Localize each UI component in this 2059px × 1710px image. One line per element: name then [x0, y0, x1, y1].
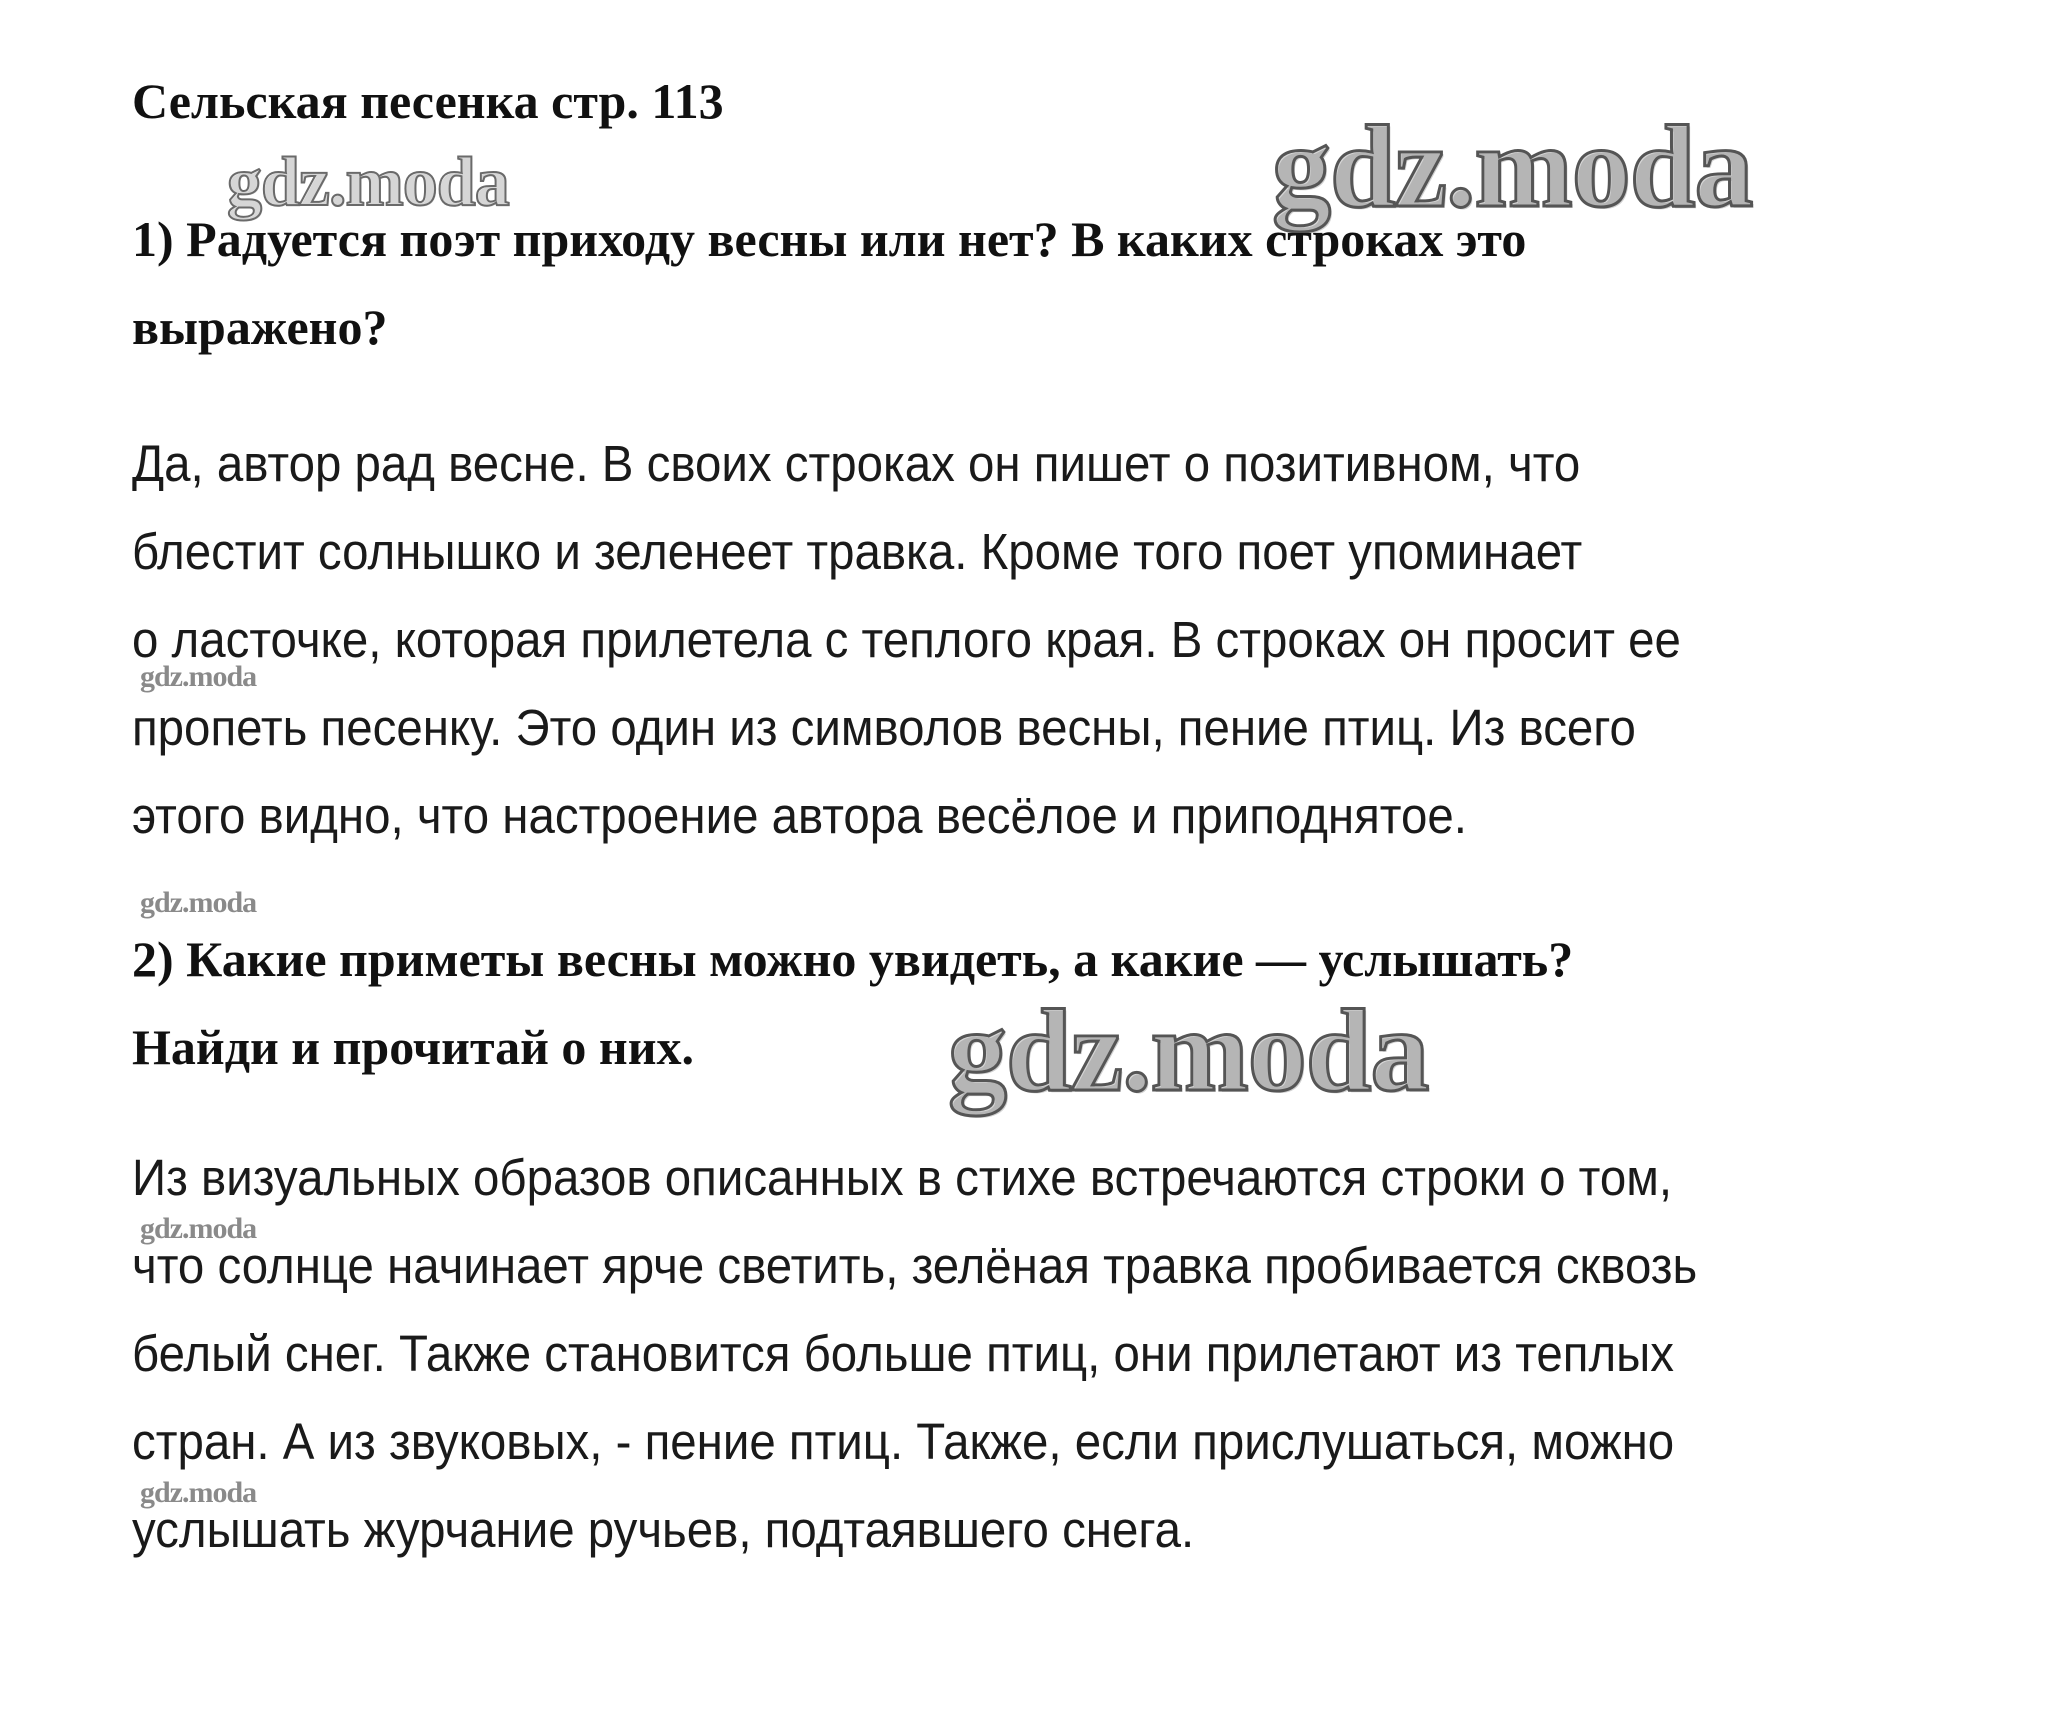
question-2-line-2: Найди и прочитай о них. — [132, 1019, 695, 1075]
answer-1-line-2: блестит солнышко и зеленеет травка. Кроме того поет упоминает — [132, 523, 1583, 580]
answer-2-line-3: белый снег. Также становится больше птиц, они прилетают из теплых — [132, 1325, 1674, 1382]
watermark-small-2: gdz.moda — [140, 886, 257, 919]
page-title: Сельская песенка стр. 113 — [132, 73, 724, 129]
watermark-large-middle: gdz.moda — [948, 985, 1429, 1116]
watermark-medium-top: gdz.moda — [227, 144, 509, 221]
answer-2-line-1: Из визуальных образов описанных в стихе встречаются строки о том, — [132, 1149, 1673, 1206]
watermark-small-1: gdz.moda — [140, 660, 257, 693]
watermark-small-4: gdz.moda — [140, 1476, 257, 1509]
answer-2-line-5: услышать журчание ручьев, подтаявшего снега. — [132, 1501, 1195, 1558]
answer-1-line-1: Да, автор рад весне. В своих строках он пишет о позитивном, что — [132, 435, 1581, 492]
watermark-small-3: gdz.moda — [140, 1212, 257, 1245]
question-1-line-1: 1) Радуется поэт приходу весны или нет? В каких строках это — [132, 211, 1527, 267]
answer-1-line-4: пропеть песенку. Это один из символов весны, пение птиц. Из всего — [132, 699, 1636, 756]
answer-1-line-3: о ласточке, которая прилетела с теплого края. В строках он просит ее — [132, 611, 1681, 668]
question-1-line-2: выражено? — [132, 299, 388, 355]
watermark-large-top: gdz.moda — [1272, 101, 1753, 232]
answer-2-line-4: стран. А из звуковых, - пение птиц. Также, если прислушаться, можно — [132, 1413, 1675, 1470]
answer-1-line-5: этого видно, что настроение автора весёлое и приподнятое. — [132, 787, 1467, 844]
answer-2-line-2: что солнце начинает ярче светить, зелёная травка пробивается сквозь — [132, 1237, 1698, 1294]
question-2-line-1: 2) Какие приметы весны можно увидеть, а какие — услышать? — [132, 931, 1574, 987]
